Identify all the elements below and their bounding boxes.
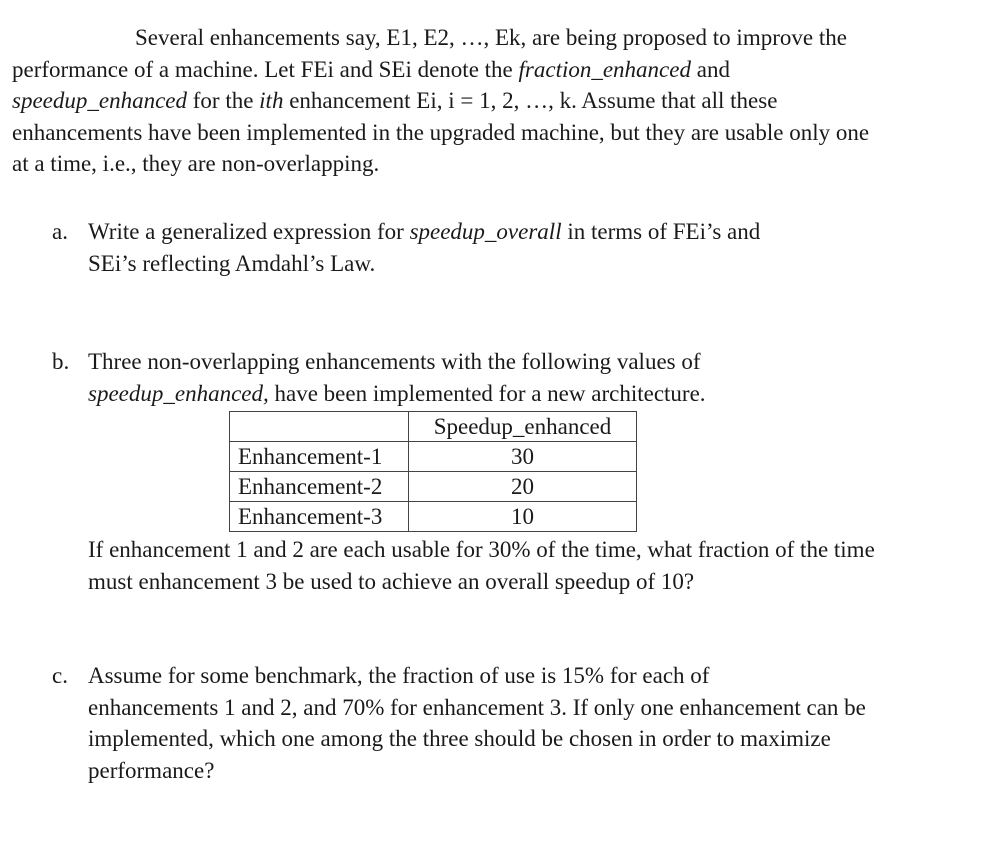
- table-header-row: [230, 412, 637, 442]
- intro-line-4: enhancements have been implemented in the upgraded machine, but they are usable only one: [12, 119, 870, 145]
- question-a-marker: a.: [52, 219, 68, 244]
- question-b-line-2: [88, 378, 952, 410]
- question-a-text: Write a generalized expression for: [88, 219, 404, 244]
- question-a: [52, 216, 952, 279]
- table-cell-speedup: 20: [409, 472, 637, 502]
- intro-word: machine.: [174, 56, 259, 82]
- intro-word: the: [484, 56, 513, 82]
- intro-word: denote: [417, 56, 479, 82]
- table-cell-enhancement: Enhancement-2: [230, 472, 409, 502]
- question-b-line-1: Three non-overlapping enhancements with the following values of: [88, 349, 701, 374]
- intro-word: and: [696, 56, 730, 82]
- intro-term-fraction-enhanced: fraction_enhanced: [518, 56, 691, 82]
- question-c-line-2: enhancements 1 and 2, and 70% for enhancement 3. If only one enhancement can be: [88, 694, 866, 720]
- table-cell-speedup: 30: [409, 442, 637, 472]
- intro-text: enhancement Ei, i = 1, 2, …, k. Assume that all these: [289, 88, 778, 113]
- table-cell-enhancement: Enhancement-1: [230, 442, 409, 472]
- table-header-empty: [230, 412, 409, 442]
- table-header-speedup: Speedup_enhanced: [409, 412, 637, 442]
- question-a-body: [88, 216, 952, 279]
- question-b: [52, 346, 952, 597]
- speedup-table: [229, 411, 637, 532]
- question-c-body: [88, 660, 952, 786]
- intro-line-5: at a time, i.e., they are non-overlapping.: [12, 151, 380, 176]
- intro-line-2: [12, 54, 952, 86]
- intro-word: Let: [264, 56, 295, 82]
- question-a-text: in terms of FEi’s and: [567, 219, 761, 244]
- question-c: [52, 660, 952, 786]
- question-b-line-4: must enhancement 3 be used to achieve an overall speedup of 10?: [88, 568, 695, 594]
- table-row: [230, 472, 637, 502]
- intro-term-speedup-enhanced: speedup_enhanced: [12, 88, 187, 113]
- question-c-line-1: Assume for some benchmark, the fraction of use is 15% for each of: [88, 663, 710, 688]
- question-b-term-speedup-enhanced: speedup_enhanced,: [88, 380, 269, 406]
- table-cell-enhancement: Enhancement-3: [230, 502, 409, 532]
- intro-ith: ith: [259, 88, 284, 113]
- intro-line-1: Several enhancements say, E1, E2, …, Ek, are being proposed to improve the: [135, 25, 847, 50]
- intro-word: FEi: [300, 56, 334, 82]
- intro-line-3: [12, 85, 952, 117]
- question-a-line-1: [88, 216, 952, 248]
- question-c-line-3: implemented, which one among the three should be chosen in order to maximize: [88, 726, 831, 751]
- intro-word: and: [339, 56, 373, 82]
- question-b-text: have been implemented for a new architecture.: [274, 380, 706, 406]
- intro-word: SEi: [378, 56, 412, 82]
- intro-paragraph: [12, 22, 952, 180]
- question-a-term-speedup-overall: speedup_overall: [409, 219, 562, 244]
- question-a-line-2: SEi’s reflecting Amdahl’s Law.: [88, 250, 376, 276]
- question-c-marker: c.: [52, 663, 68, 688]
- table-cell-speedup: 10: [409, 502, 637, 532]
- table-row: [230, 442, 637, 472]
- intro-word: performance: [12, 56, 129, 82]
- table-row: [230, 502, 637, 532]
- question-b-body: [88, 346, 952, 597]
- question-b-marker: b.: [52, 349, 70, 374]
- intro-word: a: [158, 56, 170, 82]
- intro-text: for the: [192, 88, 254, 113]
- question-c-line-4: performance?: [88, 757, 215, 783]
- question-b-line-3: If enhancement 1 and 2 are each usable for 30% of the time, what fraction of the time: [88, 537, 875, 562]
- intro-word: of: [133, 56, 154, 82]
